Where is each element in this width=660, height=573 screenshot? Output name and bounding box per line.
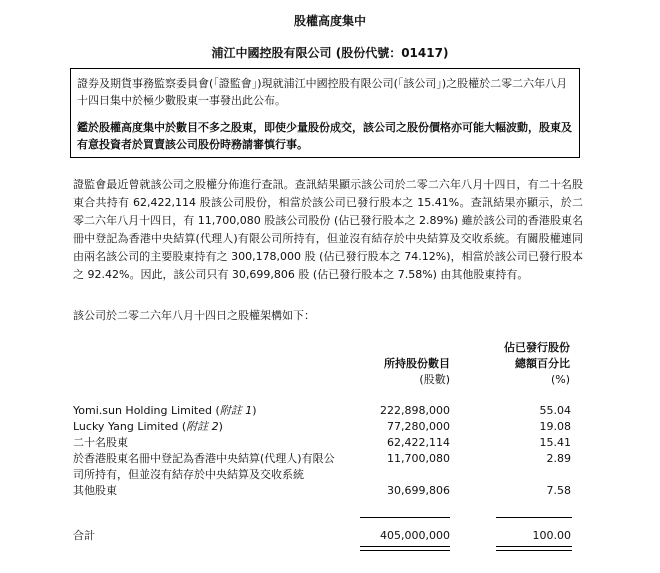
shares-value: 62,422,114 [387, 436, 450, 449]
body-paragraph: 證監會最近曾就該公司之股權分佈進行查訊。查訊結果顯示該公司於二零二六年八月十四日，有二十名股東合共持有 62,422,114 股該公司股份，相當於該公司已發行股本之 15.41%。查訊結果亦顯示，於二零二六年八月十四日，有 11,700,080 股該公司股份 (佔已發行股本之 2.89%) 雖於該公司的香港股東名冊中登記為香港中央結算(代理人)有限公司所持有，但並沒有結存於中央結算及交收系統。有關股權連同由兩名該公司的主要股東持有之 300,178,000 股 (佔已發行股本之 74.12%)，相當於該公司已發行股本之 92.42%。因此，該公司只有 30,699,806 股 (佔已發行股本之 7.58%) 由其他股東持有。 [73, 178, 583, 281]
table-row [73, 403, 573, 419]
shares-value: 30,699,806 [387, 484, 450, 497]
shares-column-header [320, 356, 450, 388]
shareholder-name: 二十名股東 [73, 436, 128, 449]
company-name: 浦江中國控股有限公司 (股份代號：01417) [211, 46, 449, 60]
shares-value: 77,280,000 [387, 420, 450, 433]
pct-value: 19.08 [539, 420, 571, 433]
notice-box [70, 68, 580, 158]
shareholder-name: 其他股東 [73, 484, 117, 497]
warning-text: 鑑於股權高度集中於數目不多之股東，即使少量股份成交，該公司之股份價格亦可能大幅波動，股東及有意投資者於買賣該公司股份時務請審慎行事。 [77, 121, 572, 151]
shareholder-name: Lucky Yang Limited (附註 2) [73, 420, 223, 433]
subtotal-rule-pct [496, 517, 572, 518]
total-row [73, 528, 573, 544]
note-ref: 附註 2 [186, 420, 219, 433]
pct-value: 2.89 [546, 452, 571, 465]
pct-column-header [460, 340, 570, 388]
pct-column-title-2: 總額百分比 [515, 357, 570, 370]
total-double-rule-shares [360, 546, 450, 551]
page-title: 股權高度集中 [293, 14, 366, 28]
pct-value: 55.04 [539, 404, 571, 417]
pct-value: 7.58 [546, 484, 571, 497]
shares-column-title: 所持股份數目 [384, 357, 450, 370]
pct-column-unit: (%) [550, 373, 570, 386]
shares-column-unit: (股數) [419, 373, 450, 386]
total-pct: 100.00 [532, 529, 571, 542]
pct-column-title-1: 佔已發行股份 [504, 341, 570, 354]
table-intro: 該公司於二零二六年八月十四日之股權架構如下： [73, 309, 315, 322]
shareholding-table [73, 403, 573, 499]
subtotal-rule-shares [360, 517, 450, 518]
total-label: 合計 [73, 529, 95, 542]
total-row-wrapper [73, 528, 573, 544]
total-shares: 405,000,000 [380, 529, 450, 542]
pct-value: 15.41 [539, 436, 571, 449]
shares-value: 11,700,080 [387, 452, 450, 465]
shareholder-name: 於香港股東名冊中登記為香港中央結算(代理人)有限公司所持有，但並沒有結存於中央結算及交收系統 [73, 452, 335, 481]
table-row [73, 451, 573, 483]
total-double-rule-pct [496, 546, 572, 551]
table-row [73, 483, 573, 499]
table-row [73, 435, 573, 451]
shareholder-name: Yomi.sun Holding Limited (附註 1) [73, 404, 257, 417]
notice-text: 證券及期貨事務監察委員會(「證監會」)現就浦江中國控股有限公司(「該公司」)之股權於二零二六年八月十四日集中於極少數股東一事發出此公布。 [77, 77, 568, 107]
shares-value: 222,898,000 [380, 404, 450, 417]
note-ref: 附註 1 [219, 404, 253, 417]
table-row [73, 419, 573, 435]
